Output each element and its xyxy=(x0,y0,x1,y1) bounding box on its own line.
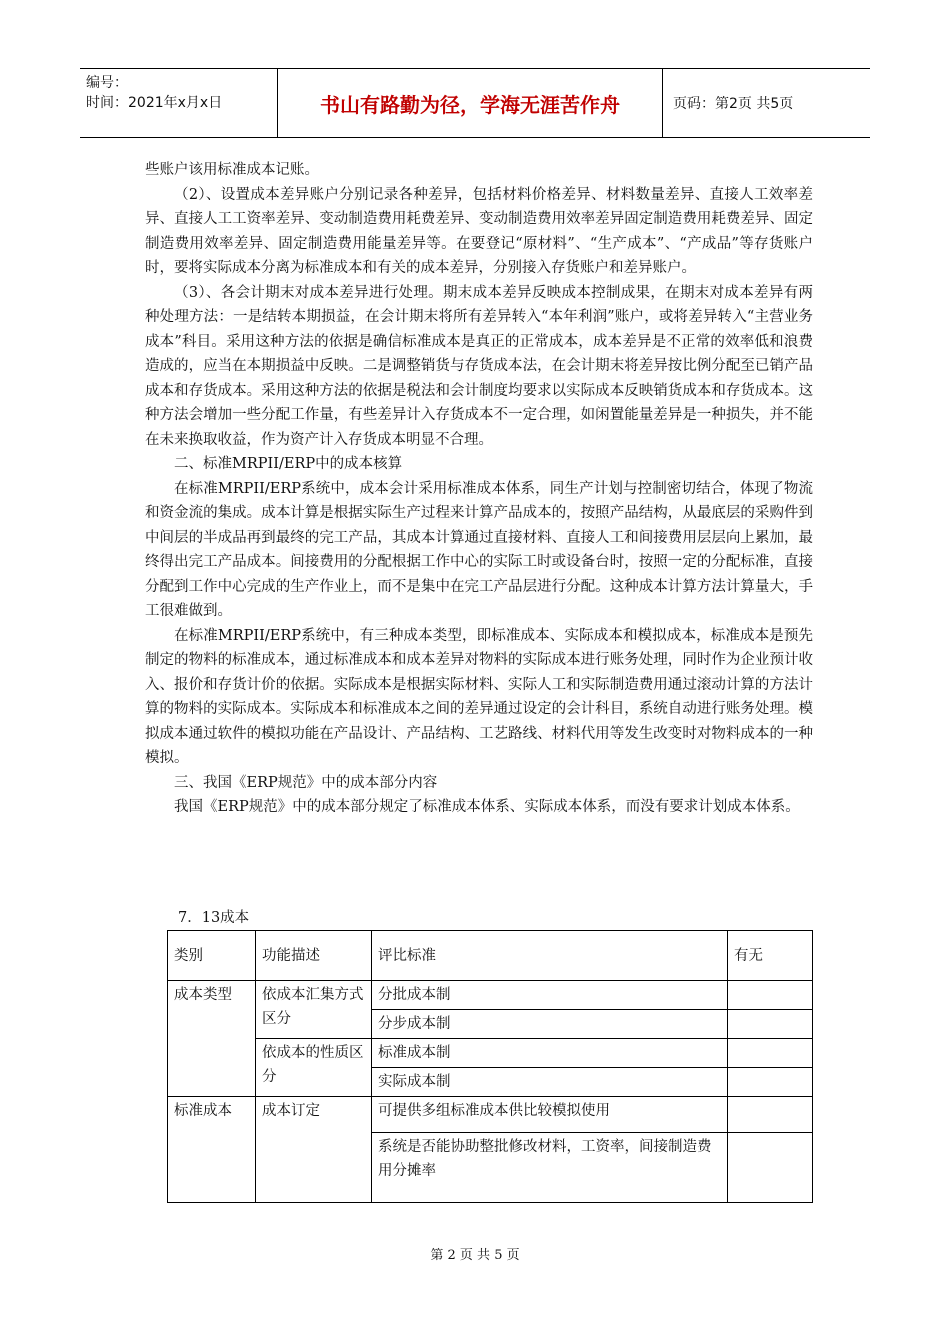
criteria-cell: 实际成本制 xyxy=(372,1068,728,1097)
page-label: 页码：第2页 共5页 xyxy=(673,96,794,112)
cost-table xyxy=(167,930,813,1203)
table-caption: 7．13成本 xyxy=(178,910,250,926)
criteria-cell: 可提供多组标准成本供比较模拟使用 xyxy=(372,1097,728,1133)
page-header xyxy=(80,68,870,138)
table-row xyxy=(168,1039,813,1068)
presence-cell xyxy=(728,1068,813,1097)
function-cell: 成本订定 xyxy=(256,1097,372,1203)
category-cell: 标准成本 xyxy=(168,1097,256,1203)
criteria-cell: 分步成本制 xyxy=(372,1010,728,1039)
section-heading: 二、标准MRPII/ERP中的成本核算 xyxy=(174,456,403,472)
header-cell: 有无 xyxy=(728,931,813,981)
paragraph: 我国《ERP规范》中的成本部分规定了标准成本体系、实际成本体系，而没有要求计划成本体系。 xyxy=(174,799,800,815)
header-cell: 类别 xyxy=(168,931,256,981)
category-cell: 成本类型 xyxy=(168,981,256,1097)
header-cell: 评比标准 xyxy=(372,931,728,981)
criteria-cell: 分批成本制 xyxy=(372,981,728,1010)
header-cell: 功能描述 xyxy=(256,931,372,981)
presence-cell xyxy=(728,1010,813,1039)
presence-cell xyxy=(728,1133,813,1203)
number-label: 编号： xyxy=(86,75,128,91)
motto: 书山有路勤为径，学海无涯苦作舟 xyxy=(278,69,663,137)
header-meta xyxy=(80,69,278,137)
paragraph: 些账户该用标准成本记账。 xyxy=(145,162,319,178)
paragraph: （3）、各会计期末对成本差异进行处理。期末成本差异反映成本控制成果，在期末对成本差异有两种处理方法：一是结转本期损益，在会计期末将所有差异转入“本年利润”账户，或将差异转入“主营业务成本”科目。采用这种方法的依据是确信标准成本是真正的正常成本，成本差异是不正常的效率低和浪费造成的，应当在本期损益中反映。二是调整销货与存货成本法，在会计期末将差异按比例分配至已销产品成本和存货成本。采用这种方法的依据是税法和会计制度均要求以实际成本反映销货成本和存货成本。这种方法会增加一些分配工作量，有些差异计入存货成本不一定合理，如闲置能量差异是一种损失，并不能在未来换取收益，作为资产计入存货成本明显不合理。 xyxy=(145,284,813,448)
presence-cell xyxy=(728,981,813,1010)
criteria-cell: 系统是否能协助整批修改材料，工资率，间接制造费用分摊率 xyxy=(372,1133,728,1203)
paragraph: 在标准MRPII/ERP系统中，有三种成本类型，即标准成本、实际成本和模拟成本，标准成本是预先制定的物料的标准成本，通过标准成本和成本差异对物料的实际成本进行账务处理，同时作为企业预计收入、报价和存货计价的依据。实际成本是根据实际材料、实际人工和实际制造费用通过滚动计算的方法计算的物料的实际成本。实际成本和标准成本之间的差异通过设定的会计科目，系统自动进行账务处理。模拟成本通过软件的模拟功能在产品设计、产品结构、工艺路线、材料代用等发生改变时对物料成本的一种模拟。 xyxy=(145,627,813,766)
table-row xyxy=(168,981,813,1010)
criteria-cell: 标准成本制 xyxy=(372,1039,728,1068)
presence-cell xyxy=(728,1039,813,1068)
page-footer: 第 2 页 共 5 页 xyxy=(430,1248,520,1263)
presence-cell xyxy=(728,1097,813,1133)
function-cell: 依成本汇集方式区分 xyxy=(256,981,372,1039)
table-row xyxy=(168,1097,813,1133)
function-cell: 依成本的性质区分 xyxy=(256,1039,372,1097)
time-label: 时间：2021年x月x日 xyxy=(86,95,223,111)
document-body xyxy=(145,158,813,820)
paragraph: （2）、设置成本差异账户分别记录各种差异，包括材料价格差异、材料数量差异、直接人工效率差异、直接人工工资率差异、变动制造费用耗费差异、变动制造费用效率差异固定制造费用耗费差异、固定制造费用效率差异、固定制造费用能量差异等。在要登记“原材料”、“生产成本”、“产成品”等存货账户时，要将实际成本分离为标准成本和有关的成本差异，分别接入存货账户和差异账户。 xyxy=(145,186,813,276)
table-header-row xyxy=(168,931,813,981)
section-heading: 三、我国《ERP规范》中的成本部分内容 xyxy=(174,774,438,791)
paragraph: 在标准MRPII/ERP系统中，成本会计采用标准成本体系，同生产计划与控制密切结合，体现了物流和资金流的集成。成本计算是根据实际生产过程来计算产品成本的，按照产品结构，从最底层的采购件到中间层的半成品再到最终的完工产品，其成本计算通过直接材料、直接人工和间接费用层层向上累加，最终得出完工产品成本。间接费用的分配根据工作中心的实际工时或设备台时，按照一定的分配标准，直接分配到工作中心完成的生产作业上，而不是集中在完工产品层进行分配。这种成本计算方法计算量大，手工很难做到。 xyxy=(145,480,813,619)
